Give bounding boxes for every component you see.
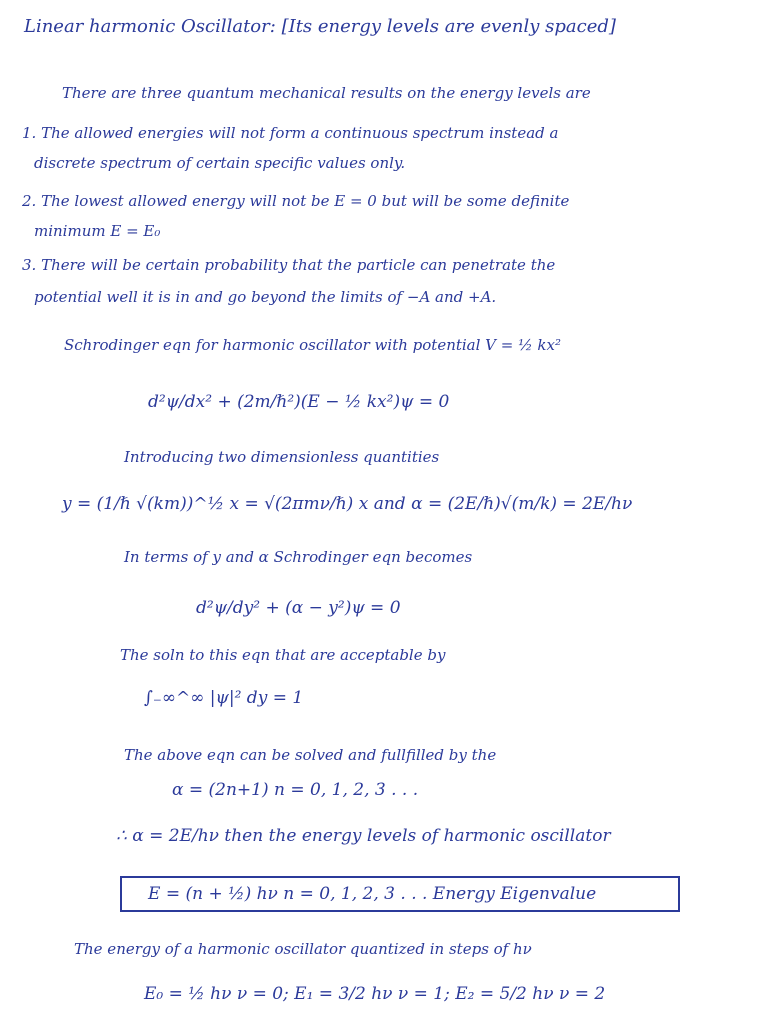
page-title (24, 16, 616, 38)
energy-levels-line: E₀ = ½ hν ν = 0; E₁ = 3/2 hν ν = 1; E₂ = 5/2 hν ν = 2 (144, 984, 606, 1004)
quantized-line: The energy of a harmonic oscillator quantized in steps of hν (74, 940, 532, 958)
boxed-equation: E = (n + ½) hν n = 0, 1, 2, 3 . . . Energy Eigenvalue (148, 884, 597, 904)
schrodinger-line: Schrodinger eqn for harmonic oscillator with potential V = ½ kx² (64, 336, 561, 354)
point-3-line-1: 3. There will be certain probability that the particle can penetrate the (22, 256, 556, 274)
point-3-line-2: potential well it is in and go beyond the limits of −A and +A. (34, 288, 497, 306)
equation-1: d²ψ/dx² + (2m/ℏ²)(E − ½ kx²)ψ = 0 (148, 392, 450, 412)
boxed-result (120, 876, 680, 912)
introducing-line: Introducing two dimensionless quantities (124, 448, 440, 466)
equation-6: ∴ α = 2E/hν then the energy levels of harmonic oscillator (116, 826, 611, 846)
point-2-line-1: 2. The lowest allowed energy will not be E = 0 but will be some definite (22, 192, 570, 210)
equation-5: α = (2n+1) n = 0, 1, 2, 3 . . . (172, 780, 419, 800)
bracket-note: [Its energy levels are evenly spaced] (281, 16, 616, 37)
equation-2: y = (1/ℏ √(km))^½ x = √(2πmν/ℏ) x and α = (2E/ℏ)√(m/k) = 2E/hν (62, 494, 633, 514)
point-1-line-1: 1. The allowed energies will not form a continuous spectrum instead a (22, 124, 559, 142)
equation-3: d²ψ/dy² + (α − y²)ψ = 0 (196, 598, 401, 618)
equation-4: ∫₋∞^∞ |ψ|² dy = 1 (144, 688, 304, 708)
point-2-line-2: minimum E = E₀ (34, 222, 161, 240)
interms-line: In terms of y and α Schrodinger eqn becomes (124, 548, 473, 566)
intro-line: There are three quantum mechanical results on the energy levels are (62, 84, 591, 102)
point-1-line-2: discrete spectrum of certain specific values only. (34, 154, 406, 172)
solutions-line: The soln to this eqn that are acceptable by (120, 646, 446, 664)
above-line: The above eqn can be solved and fullfilled by the (124, 746, 497, 764)
title-text: Linear harmonic Oscillator: (24, 16, 276, 37)
